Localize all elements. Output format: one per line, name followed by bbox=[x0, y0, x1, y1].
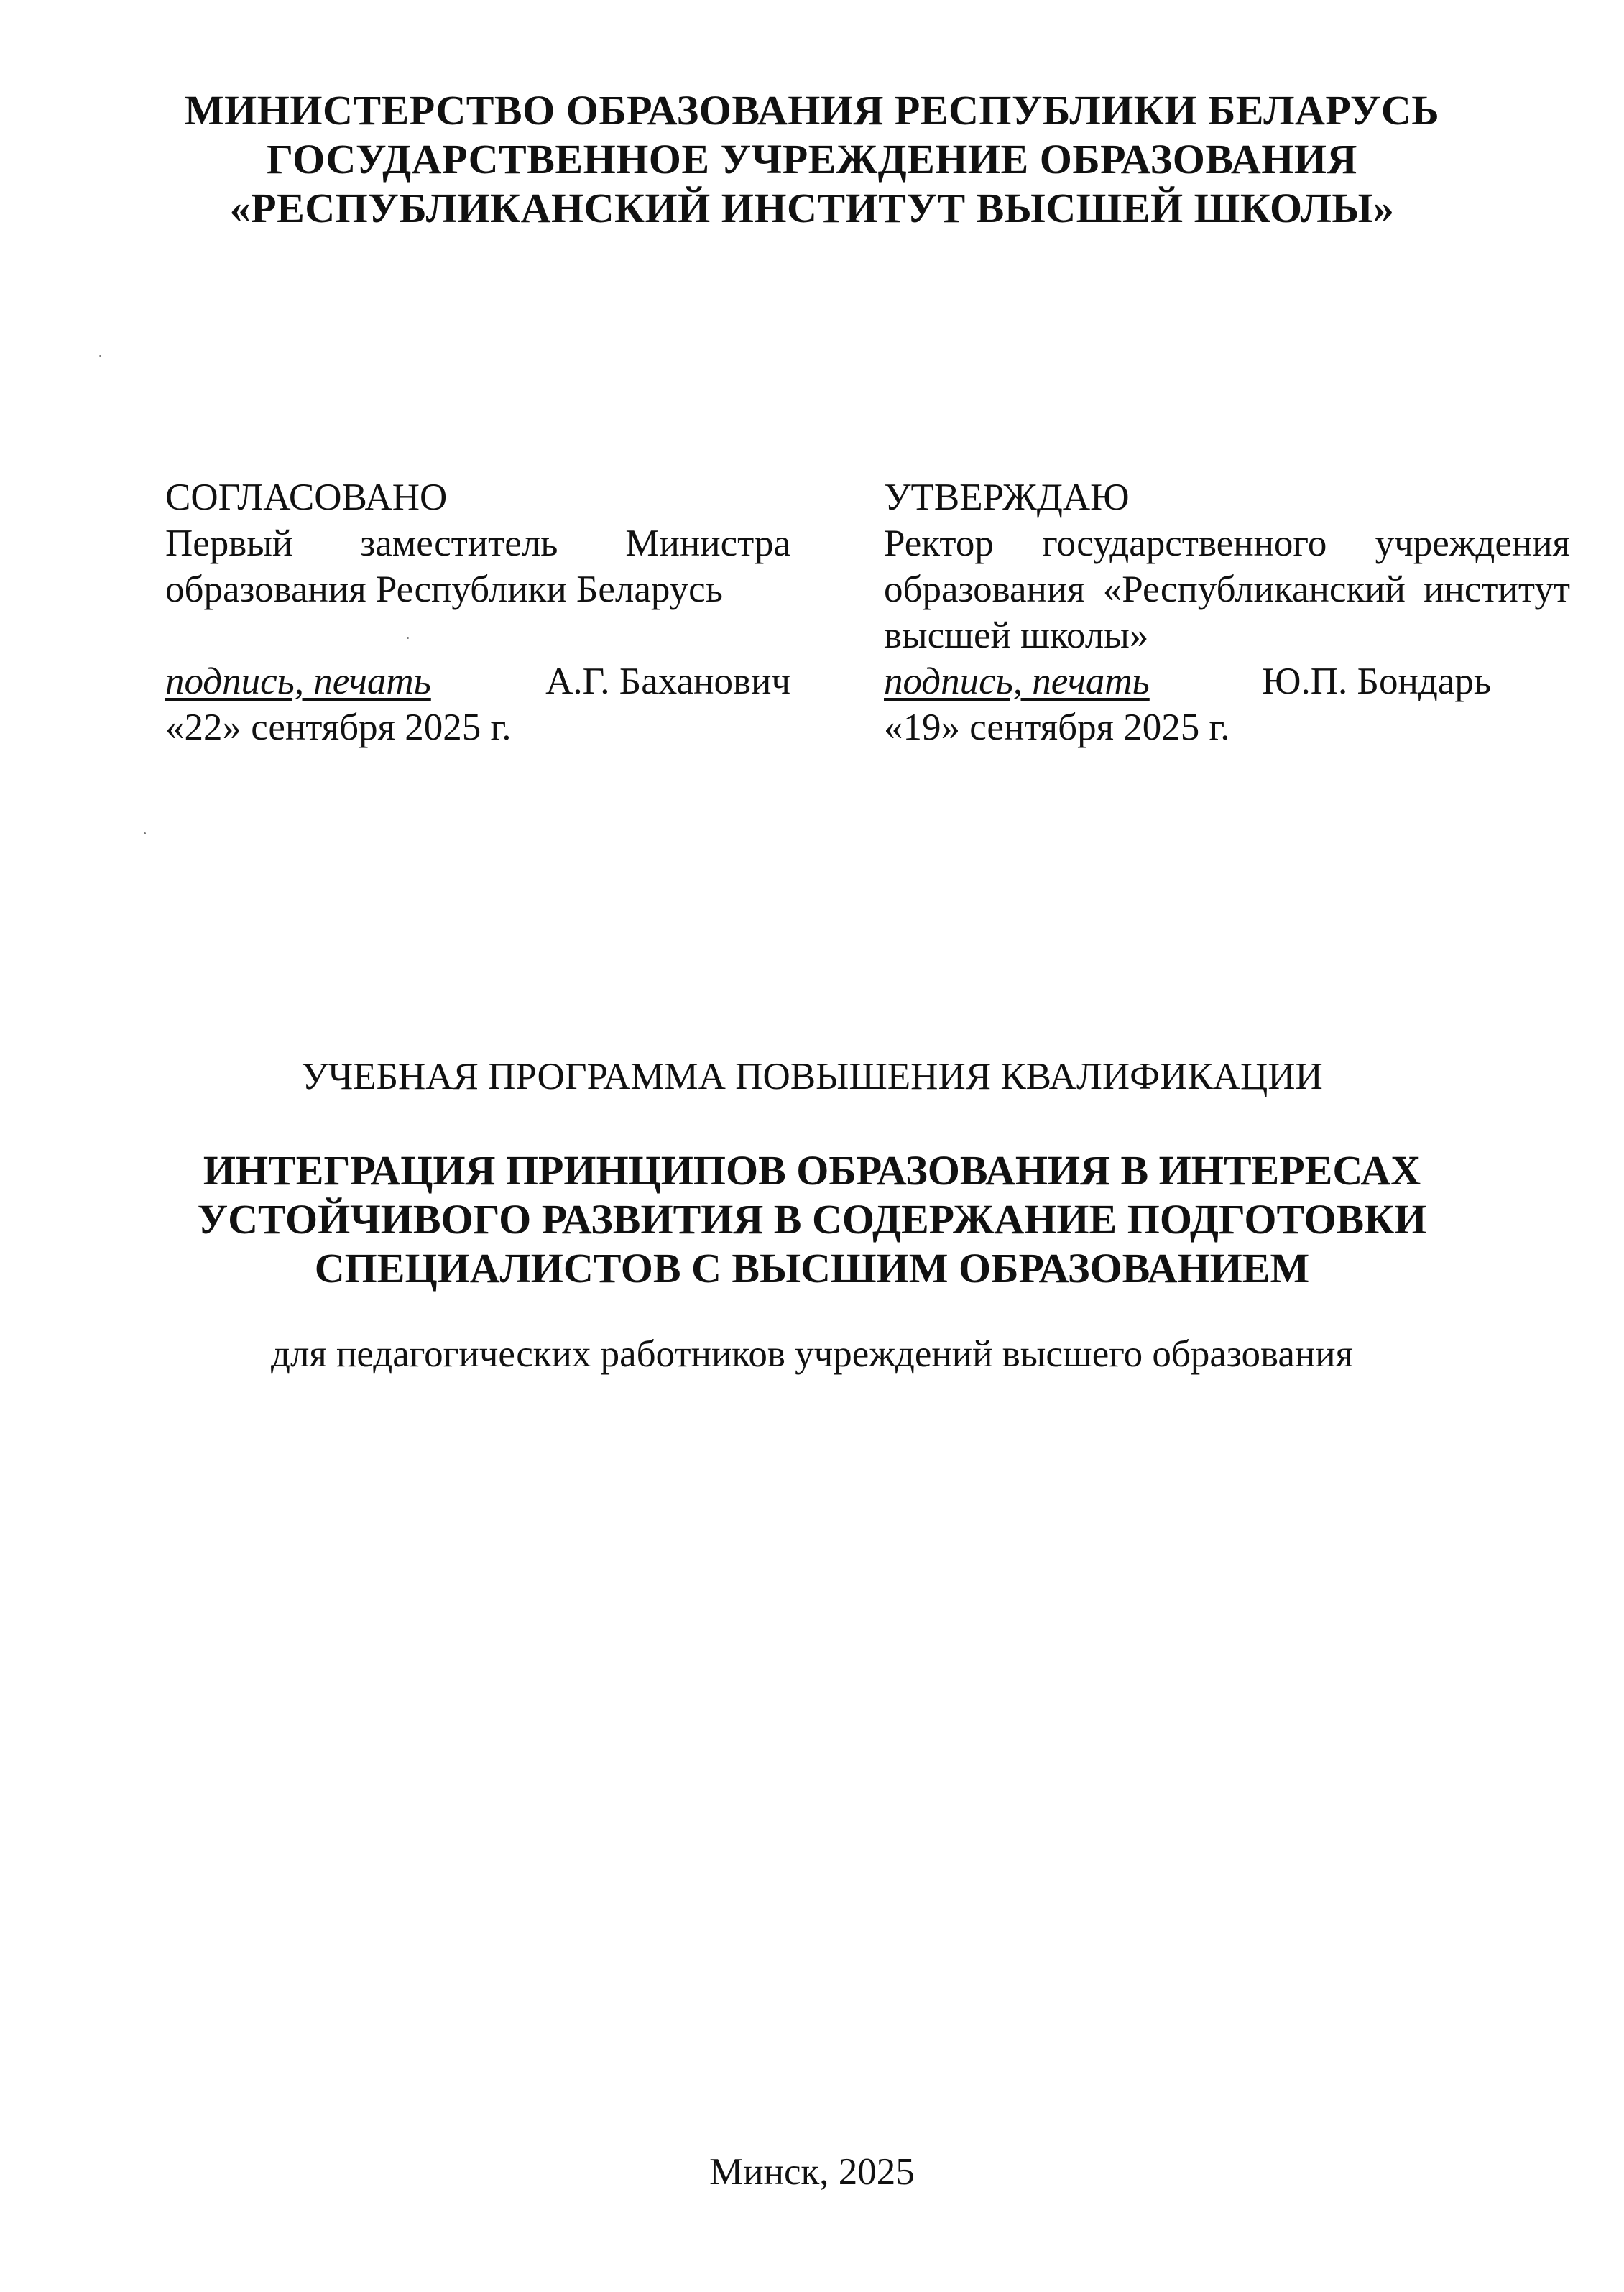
program-type: УЧЕБНАЯ ПРОГРАММА ПОВЫШЕНИЯ КВАЛИФИКАЦИИ bbox=[301, 1056, 1323, 1097]
program-title-line: УСТОЙЧИВОГО РАЗВИТИЯ В СОДЕРЖАНИЕ ПОДГОТОВКИ bbox=[197, 1196, 1427, 1243]
agreed-signature-placeholder: подпись, печать bbox=[165, 661, 431, 702]
institution-type-line: ГОСУДАРСТВЕННОЕ УЧРЕЖДЕНИЕ ОБРАЗОВАНИЯ bbox=[267, 136, 1357, 183]
approved-heading: УТВЕРЖДАЮ bbox=[884, 477, 1130, 518]
program-title bbox=[0, 1146, 1624, 1293]
place-and-year: Минск, 2025 bbox=[709, 2151, 915, 2193]
approved-signature-placeholder: подпись, печать bbox=[884, 661, 1150, 702]
approved-block bbox=[884, 474, 1570, 750]
agreed-signer-name: А.Г. Баханович bbox=[545, 661, 790, 702]
scan-speck bbox=[99, 355, 101, 357]
program-title-line: ИНТЕГРАЦИЯ ПРИНЦИПОВ ОБРАЗОВАНИЯ В ИНТЕРЕСАХ bbox=[203, 1147, 1421, 1194]
agreed-block bbox=[165, 474, 790, 750]
scan-speck bbox=[407, 637, 409, 639]
agreed-position: Первый заместитель Министра образования Республики Беларусь bbox=[165, 523, 790, 610]
institution-name-line: «РЕСПУБЛИКАНСКИЙ ИНСТИТУТ ВЫСШЕЙ ШКОЛЫ» bbox=[229, 185, 1395, 231]
institution-header bbox=[0, 86, 1624, 233]
ministry-line: МИНИСТЕРСТВО ОБРАЗОВАНИЯ РЕСПУБЛИКИ БЕЛАРУСЬ bbox=[184, 87, 1440, 134]
approved-position: Ректор государственного учреждения образования «Республиканский институт высшей школы» bbox=[884, 523, 1570, 656]
program-audience: для педагогических работников учреждений высшего образования bbox=[271, 1333, 1353, 1375]
scan-speck bbox=[144, 832, 146, 834]
program-title-line: СПЕЦИАЛИСТОВ С ВЫСШИМ ОБРАЗОВАНИЕМ bbox=[314, 1245, 1310, 1292]
agreed-heading: СОГЛАСОВАНО bbox=[165, 477, 448, 518]
agreed-date: «22» сентября 2025 г. bbox=[165, 707, 512, 748]
approved-date: «19» сентября 2025 г. bbox=[884, 707, 1230, 748]
approved-signer-name: Ю.П. Бондарь bbox=[1262, 661, 1491, 702]
approved-signature-line bbox=[884, 658, 1570, 704]
agreed-signature-line bbox=[165, 658, 790, 704]
